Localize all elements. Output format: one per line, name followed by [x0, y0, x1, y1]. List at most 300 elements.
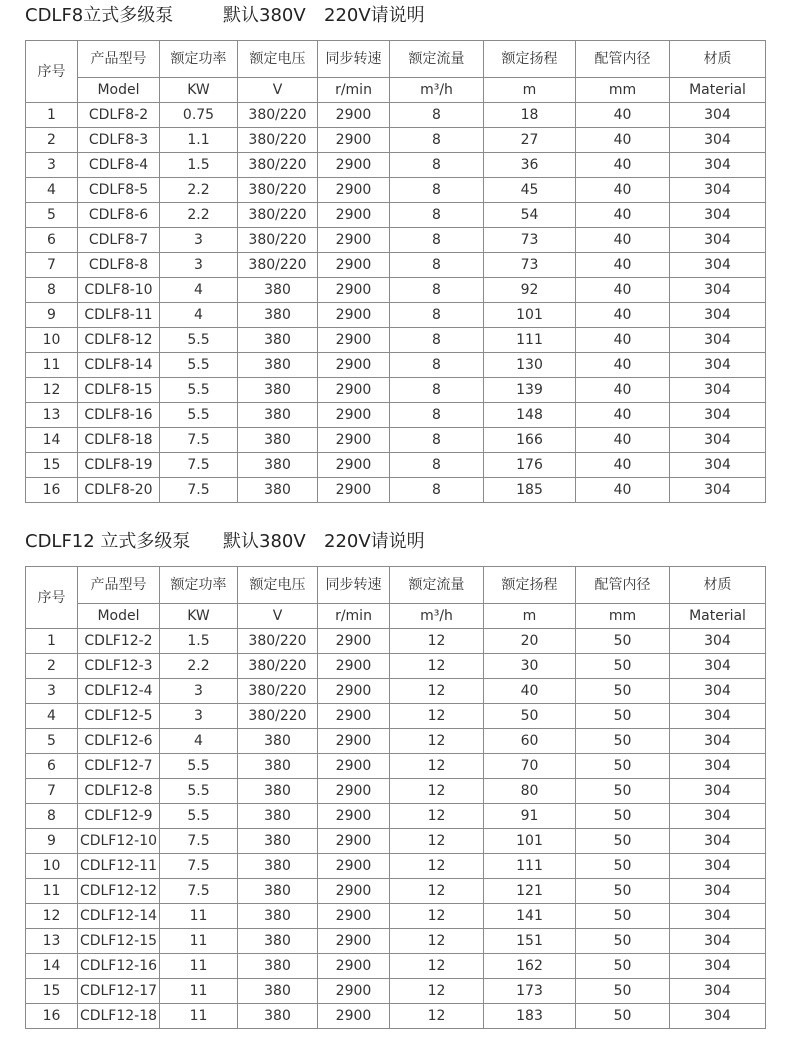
- cell-pipe-diameter: 40: [576, 428, 670, 453]
- cell-head: 73: [484, 228, 576, 253]
- cell-power: 1.5: [160, 153, 238, 178]
- cell-power: 7.5: [160, 453, 238, 478]
- unit-model: Model: [78, 78, 160, 103]
- cell-voltage: 380/220: [238, 103, 318, 128]
- cell-speed: 2900: [318, 428, 390, 453]
- cell-speed: 2900: [318, 779, 390, 804]
- cell-pipe-diameter: 50: [576, 804, 670, 829]
- cell-index: 9: [26, 829, 78, 854]
- cell-material: 304: [670, 478, 766, 503]
- table-row: [26, 904, 766, 929]
- cell-voltage: 380: [238, 754, 318, 779]
- cell-power: 2.2: [160, 654, 238, 679]
- table-row: [26, 654, 766, 679]
- table-row: [26, 854, 766, 879]
- table-body: [26, 629, 766, 1029]
- cell-speed: 2900: [318, 103, 390, 128]
- cell-voltage: 380: [238, 303, 318, 328]
- cell-head: 101: [484, 303, 576, 328]
- table-row: [26, 303, 766, 328]
- cdlf12-section: [25, 530, 765, 1029]
- header-speed: 同步转速: [318, 41, 390, 78]
- cell-model: CDLF12-11: [78, 854, 160, 879]
- cdlf8-default-voltage-note: 默认380V: [223, 5, 306, 26]
- cell-voltage: 380/220: [238, 629, 318, 654]
- cell-speed: 2900: [318, 203, 390, 228]
- cell-model: CDLF12-5: [78, 704, 160, 729]
- cell-speed: 2900: [318, 328, 390, 353]
- cell-pipe-diameter: 40: [576, 178, 670, 203]
- cell-material: 304: [670, 403, 766, 428]
- table-unit-row: [26, 604, 766, 629]
- cell-flow: 12: [390, 629, 484, 654]
- cell-head: 148: [484, 403, 576, 428]
- cell-power: 2.2: [160, 203, 238, 228]
- cell-flow: 8: [390, 253, 484, 278]
- cell-model: CDLF12-16: [78, 954, 160, 979]
- cell-power: 7.5: [160, 854, 238, 879]
- cell-material: 304: [670, 253, 766, 278]
- cell-material: 304: [670, 904, 766, 929]
- cell-head: 80: [484, 779, 576, 804]
- unit-pipe-diameter: mm: [576, 604, 670, 629]
- table-header-row: [26, 41, 766, 78]
- cell-speed: 2900: [318, 754, 390, 779]
- cell-pipe-diameter: 50: [576, 629, 670, 654]
- cell-power: 11: [160, 954, 238, 979]
- cell-material: 304: [670, 228, 766, 253]
- cell-voltage: 380: [238, 403, 318, 428]
- cell-head: 18: [484, 103, 576, 128]
- cell-index: 6: [26, 754, 78, 779]
- cdlf12-default-voltage-note: 默认380V: [223, 531, 306, 552]
- cell-power: 4: [160, 303, 238, 328]
- cell-flow: 12: [390, 1004, 484, 1029]
- cell-voltage: 380: [238, 904, 318, 929]
- cell-head: 183: [484, 1004, 576, 1029]
- header-material: 材质: [670, 41, 766, 78]
- cell-flow: 8: [390, 178, 484, 203]
- cell-speed: 2900: [318, 303, 390, 328]
- cell-head: 173: [484, 979, 576, 1004]
- cell-index: 14: [26, 954, 78, 979]
- cell-model: CDLF8-10: [78, 278, 160, 303]
- table-row: [26, 253, 766, 278]
- cell-pipe-diameter: 40: [576, 403, 670, 428]
- unit-voltage: V: [238, 604, 318, 629]
- cell-model: CDLF12-18: [78, 1004, 160, 1029]
- cell-power: 5.5: [160, 754, 238, 779]
- cell-speed: 2900: [318, 804, 390, 829]
- cell-model: CDLF12-17: [78, 979, 160, 1004]
- cell-power: 11: [160, 979, 238, 1004]
- cell-flow: 12: [390, 904, 484, 929]
- cell-speed: 2900: [318, 228, 390, 253]
- cell-speed: 2900: [318, 253, 390, 278]
- cell-model: CDLF8-18: [78, 428, 160, 453]
- cdlf8-spec-table: [25, 40, 766, 503]
- cell-model: CDLF8-7: [78, 228, 160, 253]
- header-pipe-diameter: 配管内径: [576, 41, 670, 78]
- cell-speed: 2900: [318, 128, 390, 153]
- cell-speed: 2900: [318, 1004, 390, 1029]
- cell-speed: 2900: [318, 704, 390, 729]
- cell-flow: 8: [390, 303, 484, 328]
- table-row: [26, 629, 766, 654]
- cell-index: 9: [26, 303, 78, 328]
- cell-voltage: 380: [238, 378, 318, 403]
- cell-voltage: 380: [238, 829, 318, 854]
- cell-speed: 2900: [318, 829, 390, 854]
- table-row: [26, 804, 766, 829]
- table-row: [26, 178, 766, 203]
- cell-model: CDLF8-19: [78, 453, 160, 478]
- unit-speed: r/min: [318, 78, 390, 103]
- cell-model: CDLF12-7: [78, 754, 160, 779]
- cell-material: 304: [670, 829, 766, 854]
- cell-pipe-diameter: 40: [576, 203, 670, 228]
- cdlf12-title-line: [25, 530, 765, 554]
- cell-voltage: 380: [238, 478, 318, 503]
- cell-flow: 12: [390, 804, 484, 829]
- header-power: 额定功率: [160, 567, 238, 604]
- cell-material: 304: [670, 128, 766, 153]
- cell-voltage: 380: [238, 278, 318, 303]
- cell-voltage: 380/220: [238, 203, 318, 228]
- cell-pipe-diameter: 40: [576, 228, 670, 253]
- cell-model: CDLF8-14: [78, 353, 160, 378]
- cell-flow: 8: [390, 153, 484, 178]
- header-model: 产品型号: [78, 567, 160, 604]
- cell-power: 11: [160, 929, 238, 954]
- cell-pipe-diameter: 50: [576, 854, 670, 879]
- cell-power: 7.5: [160, 829, 238, 854]
- table-row: [26, 403, 766, 428]
- cell-voltage: 380/220: [238, 178, 318, 203]
- unit-power: KW: [160, 78, 238, 103]
- cell-material: 304: [670, 804, 766, 829]
- cell-speed: 2900: [318, 879, 390, 904]
- cell-flow: 8: [390, 478, 484, 503]
- header-model: 产品型号: [78, 41, 160, 78]
- cell-model: CDLF8-15: [78, 378, 160, 403]
- cell-power: 7.5: [160, 879, 238, 904]
- cell-speed: 2900: [318, 453, 390, 478]
- cell-material: 304: [670, 979, 766, 1004]
- cell-power: 5.5: [160, 804, 238, 829]
- cell-flow: 8: [390, 278, 484, 303]
- cell-pipe-diameter: 40: [576, 328, 670, 353]
- cell-speed: 2900: [318, 654, 390, 679]
- cell-pipe-diameter: 50: [576, 929, 670, 954]
- cell-voltage: 380: [238, 779, 318, 804]
- cell-material: 304: [670, 203, 766, 228]
- cell-index: 16: [26, 478, 78, 503]
- cell-power: 11: [160, 904, 238, 929]
- cell-head: 20: [484, 629, 576, 654]
- cell-pipe-diameter: 50: [576, 979, 670, 1004]
- cell-flow: 8: [390, 378, 484, 403]
- cell-flow: 12: [390, 829, 484, 854]
- table-row: [26, 153, 766, 178]
- cell-index: 7: [26, 253, 78, 278]
- unit-head: m: [484, 604, 576, 629]
- cell-material: 304: [670, 929, 766, 954]
- cell-power: 5.5: [160, 328, 238, 353]
- cell-index: 1: [26, 629, 78, 654]
- cell-material: 304: [670, 103, 766, 128]
- cell-model: CDLF8-6: [78, 203, 160, 228]
- table-row: [26, 378, 766, 403]
- cell-power: 2.2: [160, 178, 238, 203]
- unit-material: Material: [670, 78, 766, 103]
- cell-index: 15: [26, 453, 78, 478]
- header-head: 额定扬程: [484, 41, 576, 78]
- cell-speed: 2900: [318, 153, 390, 178]
- cell-speed: 2900: [318, 679, 390, 704]
- cell-head: 162: [484, 954, 576, 979]
- header-index: 序号: [26, 567, 78, 629]
- cell-speed: 2900: [318, 278, 390, 303]
- cell-material: 304: [670, 879, 766, 904]
- unit-material: Material: [670, 604, 766, 629]
- table-row: [26, 328, 766, 353]
- cell-pipe-diameter: 40: [576, 253, 670, 278]
- cell-power: 4: [160, 278, 238, 303]
- unit-flow: m³/h: [390, 604, 484, 629]
- cell-index: 2: [26, 654, 78, 679]
- cell-flow: 12: [390, 679, 484, 704]
- header-flow: 额定流量: [390, 41, 484, 78]
- cell-voltage: 380: [238, 854, 318, 879]
- cell-model: CDLF8-16: [78, 403, 160, 428]
- cell-head: 130: [484, 353, 576, 378]
- cell-pipe-diameter: 50: [576, 729, 670, 754]
- header-voltage: 额定电压: [238, 567, 318, 604]
- cell-pipe-diameter: 50: [576, 704, 670, 729]
- cell-index: 5: [26, 729, 78, 754]
- table-row: [26, 128, 766, 153]
- cell-speed: 2900: [318, 854, 390, 879]
- cell-material: 304: [670, 729, 766, 754]
- cell-material: 304: [670, 428, 766, 453]
- cell-head: 111: [484, 328, 576, 353]
- cell-index: 6: [26, 228, 78, 253]
- table-row: [26, 679, 766, 704]
- cdlf8-220v-note: 220V请说明: [324, 5, 425, 26]
- cell-model: CDLF12-9: [78, 804, 160, 829]
- cell-pipe-diameter: 40: [576, 353, 670, 378]
- cell-pipe-diameter: 50: [576, 754, 670, 779]
- cell-pipe-diameter: 50: [576, 904, 670, 929]
- cell-pipe-diameter: 50: [576, 654, 670, 679]
- cell-flow: 12: [390, 929, 484, 954]
- cell-flow: 12: [390, 879, 484, 904]
- cell-voltage: 380: [238, 1004, 318, 1029]
- cell-head: 139: [484, 378, 576, 403]
- cell-voltage: 380/220: [238, 253, 318, 278]
- cell-index: 13: [26, 403, 78, 428]
- cell-head: 141: [484, 904, 576, 929]
- cell-index: 8: [26, 278, 78, 303]
- cell-model: CDLF12-6: [78, 729, 160, 754]
- cell-power: 5.5: [160, 353, 238, 378]
- cell-power: 7.5: [160, 428, 238, 453]
- cell-model: CDLF12-8: [78, 779, 160, 804]
- unit-model: Model: [78, 604, 160, 629]
- cell-pipe-diameter: 40: [576, 103, 670, 128]
- cell-pipe-diameter: 50: [576, 779, 670, 804]
- cell-head: 101: [484, 829, 576, 854]
- cell-index: 8: [26, 804, 78, 829]
- table-row: [26, 278, 766, 303]
- cell-head: 73: [484, 253, 576, 278]
- cell-speed: 2900: [318, 478, 390, 503]
- table-row: [26, 203, 766, 228]
- cell-flow: 12: [390, 754, 484, 779]
- cell-material: 304: [670, 704, 766, 729]
- cell-material: 304: [670, 854, 766, 879]
- cell-speed: 2900: [318, 378, 390, 403]
- header-flow: 额定流量: [390, 567, 484, 604]
- cell-voltage: 380/220: [238, 128, 318, 153]
- cell-flow: 12: [390, 704, 484, 729]
- cell-index: 1: [26, 103, 78, 128]
- cell-flow: 12: [390, 654, 484, 679]
- cell-head: 121: [484, 879, 576, 904]
- cell-speed: 2900: [318, 403, 390, 428]
- cell-power: 5.5: [160, 779, 238, 804]
- cell-power: 0.75: [160, 103, 238, 128]
- cell-head: 40: [484, 679, 576, 704]
- cell-voltage: 380: [238, 929, 318, 954]
- cell-material: 304: [670, 654, 766, 679]
- cell-material: 304: [670, 954, 766, 979]
- cell-material: 304: [670, 328, 766, 353]
- cell-head: 60: [484, 729, 576, 754]
- cdlf12-220v-note: 220V请说明: [324, 531, 425, 552]
- cell-flow: 8: [390, 403, 484, 428]
- cell-flow: 12: [390, 779, 484, 804]
- cell-power: 3: [160, 253, 238, 278]
- table-row: [26, 353, 766, 378]
- table-row: [26, 1004, 766, 1029]
- cell-index: 11: [26, 879, 78, 904]
- cell-power: 5.5: [160, 378, 238, 403]
- cdlf12-spec-table: [25, 566, 766, 1029]
- cell-index: 10: [26, 854, 78, 879]
- cell-material: 304: [670, 303, 766, 328]
- header-index: 序号: [26, 41, 78, 103]
- cell-material: 304: [670, 754, 766, 779]
- cell-speed: 2900: [318, 353, 390, 378]
- table-row: [26, 879, 766, 904]
- cell-voltage: 380: [238, 453, 318, 478]
- cell-voltage: 380/220: [238, 704, 318, 729]
- cell-head: 176: [484, 453, 576, 478]
- cell-voltage: 380: [238, 979, 318, 1004]
- cell-head: 185: [484, 478, 576, 503]
- table-row: [26, 103, 766, 128]
- cell-head: 50: [484, 704, 576, 729]
- cell-head: 54: [484, 203, 576, 228]
- cell-index: 12: [26, 378, 78, 403]
- table-row: [26, 478, 766, 503]
- cell-flow: 8: [390, 328, 484, 353]
- cell-material: 304: [670, 453, 766, 478]
- cell-material: 304: [670, 153, 766, 178]
- table-row: [26, 453, 766, 478]
- cell-pipe-diameter: 50: [576, 829, 670, 854]
- table-header-row: [26, 567, 766, 604]
- cell-speed: 2900: [318, 954, 390, 979]
- cell-material: 304: [670, 378, 766, 403]
- cell-model: CDLF8-4: [78, 153, 160, 178]
- cell-power: 5.5: [160, 403, 238, 428]
- cell-pipe-diameter: 40: [576, 478, 670, 503]
- cell-index: 12: [26, 904, 78, 929]
- cell-power: 1.1: [160, 128, 238, 153]
- cell-index: 3: [26, 679, 78, 704]
- cell-voltage: 380: [238, 729, 318, 754]
- cell-pipe-diameter: 50: [576, 679, 670, 704]
- unit-head: m: [484, 78, 576, 103]
- header-material: 材质: [670, 567, 766, 604]
- cell-index: 7: [26, 779, 78, 804]
- cell-power: 11: [160, 1004, 238, 1029]
- cell-index: 2: [26, 128, 78, 153]
- cell-pipe-diameter: 40: [576, 153, 670, 178]
- cell-index: 16: [26, 1004, 78, 1029]
- cell-head: 91: [484, 804, 576, 829]
- unit-power: KW: [160, 604, 238, 629]
- cell-model: CDLF8-20: [78, 478, 160, 503]
- cell-model: CDLF8-11: [78, 303, 160, 328]
- unit-speed: r/min: [318, 604, 390, 629]
- header-voltage: 额定电压: [238, 41, 318, 78]
- cell-index: 14: [26, 428, 78, 453]
- table-row: [26, 929, 766, 954]
- cell-voltage: 380: [238, 804, 318, 829]
- unit-flow: m³/h: [390, 78, 484, 103]
- cell-flow: 8: [390, 103, 484, 128]
- cell-flow: 12: [390, 979, 484, 1004]
- cell-index: 4: [26, 704, 78, 729]
- table-row: [26, 754, 766, 779]
- cell-speed: 2900: [318, 904, 390, 929]
- cell-power: 3: [160, 228, 238, 253]
- cell-model: CDLF12-10: [78, 829, 160, 854]
- cell-head: 27: [484, 128, 576, 153]
- table-row: [26, 228, 766, 253]
- cell-power: 3: [160, 679, 238, 704]
- cell-index: 11: [26, 353, 78, 378]
- table-row: [26, 979, 766, 1004]
- cell-model: CDLF8-2: [78, 103, 160, 128]
- cell-model: CDLF12-14: [78, 904, 160, 929]
- cell-speed: 2900: [318, 979, 390, 1004]
- cell-index: 5: [26, 203, 78, 228]
- cell-voltage: 380: [238, 954, 318, 979]
- cell-head: 70: [484, 754, 576, 779]
- cdlf8-section: [25, 4, 765, 503]
- cell-material: 304: [670, 178, 766, 203]
- cell-model: CDLF8-12: [78, 328, 160, 353]
- cell-model: CDLF8-8: [78, 253, 160, 278]
- table-row: [26, 829, 766, 854]
- table-row: [26, 428, 766, 453]
- cell-model: CDLF8-3: [78, 128, 160, 153]
